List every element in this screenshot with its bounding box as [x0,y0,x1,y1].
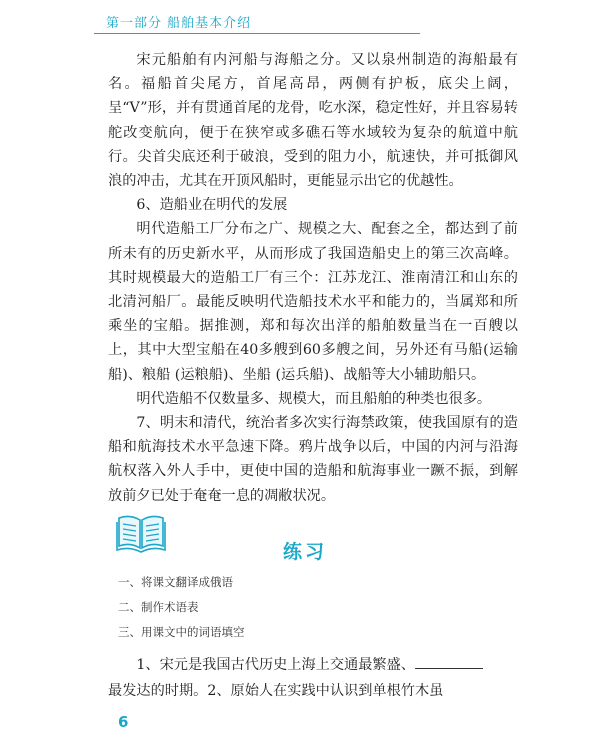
fill-in-exercise [108,652,518,704]
list-item: 三、用课文中的词语填空 [118,625,245,639]
paragraph: 明代造船不仅数量多、规模大，而且船舶的种类也很多。 [136,390,492,407]
exercise-title: 练习 [283,541,328,563]
open-book-icon [116,512,166,554]
paragraph: 宋元船舶有内河船与海船之分。又以泉州制造的海船最有名。福船首尖尾方，首尾高昂，两侧有护板，底尖上阔，呈“V”形，并有贯通首尾的龙骨，吃水深，稳定性好，并且容易转舵改变航向，便于在狭窄或多礁石等水域较为复杂的航道中航行。尖首尖底还利于破浪，受到的阻力小，航速快，并可抵御风浪的冲击，尤其在开顶风船时，更能显示出它的优越性。 [108,52,518,190]
fill-sentence-1: 1、宋元是我国古代历史上海上交通最繁盛、 [136,657,415,673]
answer-blank[interactable] [415,654,483,669]
header-rule [94,33,420,34]
paragraph: 明代造船工厂分布之广、规模之大、配套之全，都达到了前所未有的历史新水平，从而形成了我国造船史上的第三次高峰。其时规模最大的造船工厂有三个：江苏龙江、淮南清江和山东的北清河船厂。最能反映明代造船技术水平和能力的，当属郑和所乘坐的宝船。据推测，郑和每次出洋的船舶数量当在一百艘以上，其中大型宝船在40多艘到60多艘之间，另外还有马船(运输船)、粮船 (运粮船)、坐船 (运兵船)、战船等大小辅助船只。 [108,221,518,383]
paragraph: 7、明末和清代，统治者多次实行海禁政策，使我国原有的造船和航海技术水平急速下降。鸦片战争以后，中国的内河与沿海航权落入外人手中，更使中国的造船和航海事业一蹶不振，到解放前夕已处于奄奄一息的凋敝状况。 [108,415,518,504]
body-text [108,48,518,508]
running-header: 第一部分 船舶基本介绍 [106,16,252,31]
section-heading: 6、造船业在明代的发展 [136,197,288,214]
list-item: 二、制作术语表 [118,600,199,614]
exercise-task-list [118,573,245,648]
page-number: 6 [118,713,129,731]
fill-sentence-2: 最发达的时期。2、原始人在实践中认识到单根竹木虽 [108,683,444,699]
list-item: 一、将课文翻译成俄语 [118,575,233,589]
